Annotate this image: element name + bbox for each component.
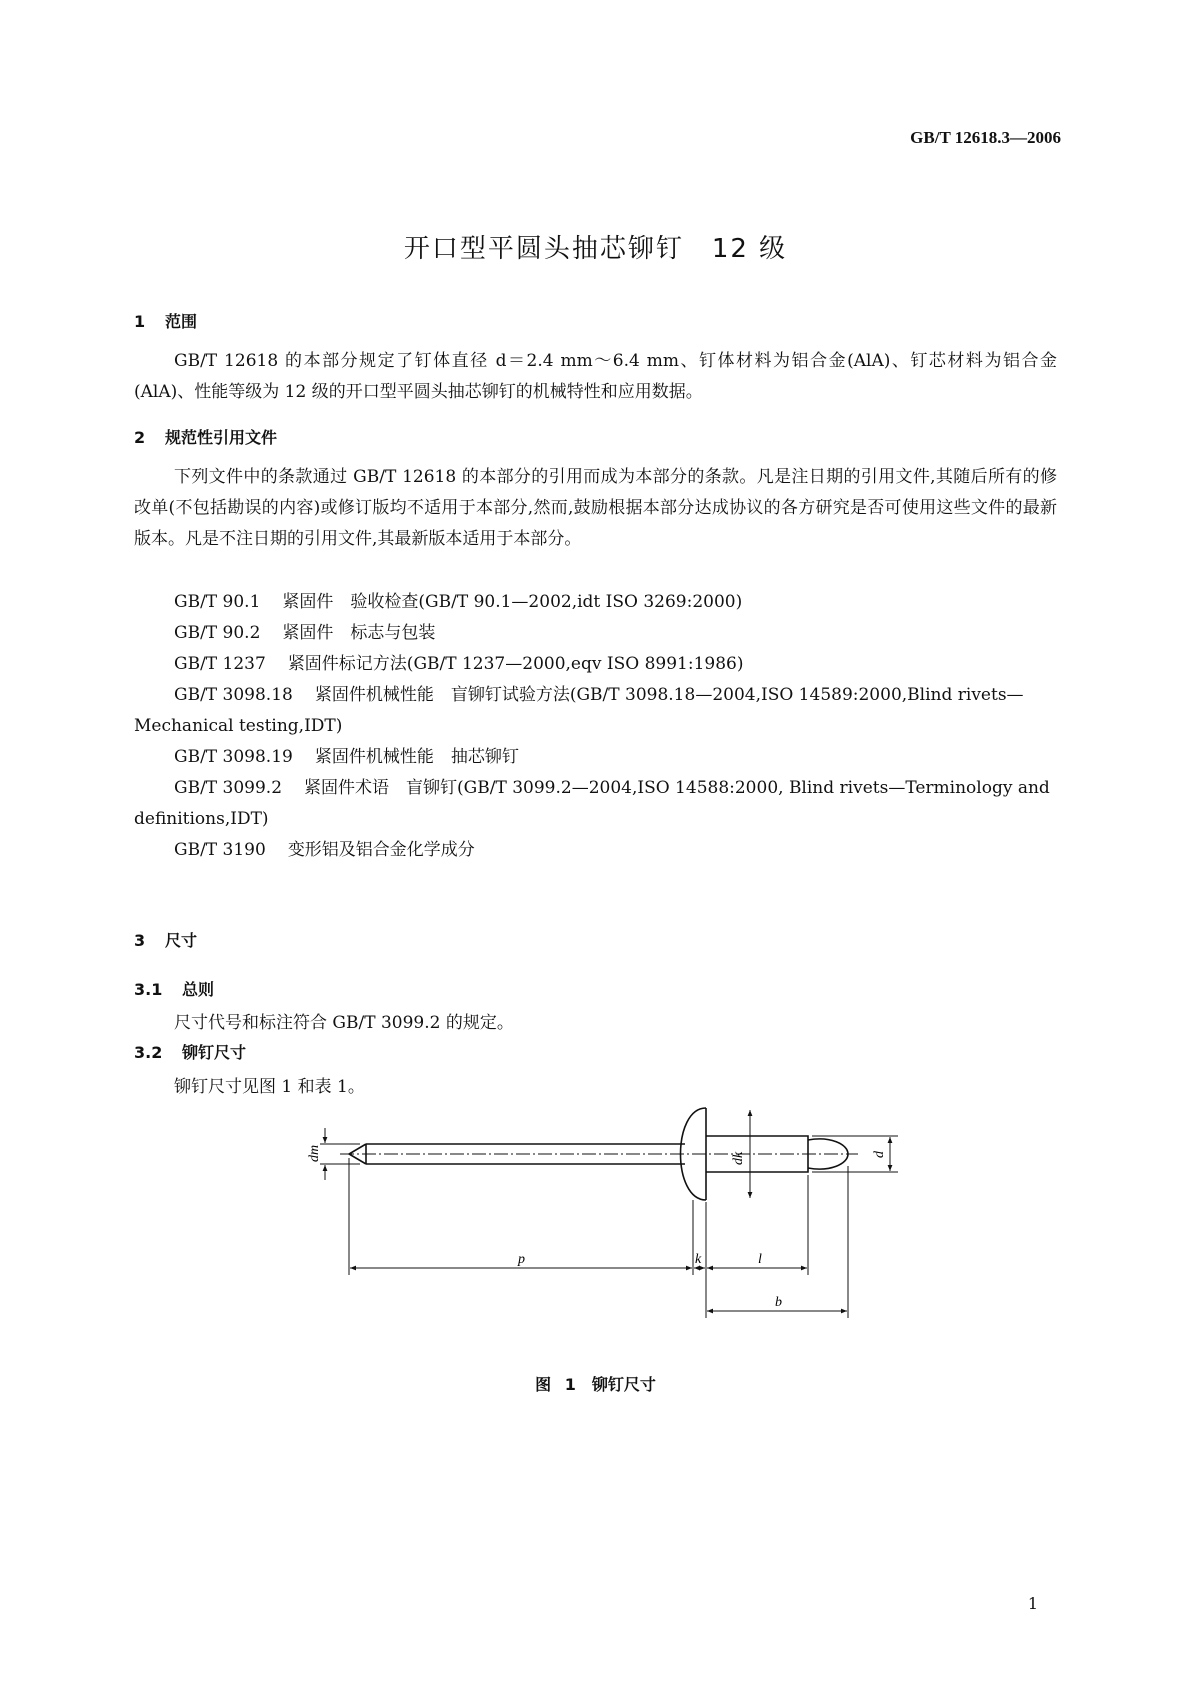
reference-text: 变形铝及铝合金化学成分 bbox=[287, 840, 475, 860]
section-3-1-body: 尺寸代号和标注符合 GB/T 3099.2 的规定。 bbox=[174, 1013, 514, 1033]
standard-number: GB/T 12618.3—2006 bbox=[910, 128, 1061, 147]
section-3-2-body: 铆钉尺寸见图 1 和表 1。 bbox=[174, 1077, 365, 1097]
section-2-body: 下列文件中的条款通过 GB/T 12618 的本部分的引用而成为本部分的条款。凡是注日期的引用文件,其随后所有的修改单(不包括勘误的内容)或修订版均不适用于本部分,然而,鼓励根据本部分达成协议的各方研究是否可使用这些文件的最新版本。凡是不注日期的引用文件,其最新版本适用于本部分。 bbox=[134, 467, 1057, 549]
reference-text: 紧固件 标志与包装 bbox=[282, 623, 436, 643]
reference-code: GB/T 90.1 bbox=[174, 592, 261, 612]
section-number: 3 bbox=[134, 931, 146, 950]
reference-text: 紧固件机械性能 盲铆钉试验方法(GB/T 3098.18—2004,ISO 14589:2000,Blind rivets—Mechanical testing,IDT) bbox=[134, 685, 1024, 736]
reference-code: GB/T 3099.2 bbox=[174, 778, 283, 798]
section-number: 1 bbox=[134, 312, 146, 331]
reference-code: GB/T 3190 bbox=[174, 840, 266, 860]
section-number: 2 bbox=[134, 428, 146, 447]
section-title: 铆钉尺寸 bbox=[182, 1043, 247, 1062]
label-b: b bbox=[775, 1295, 782, 1310]
reference-code: GB/T 1237 bbox=[174, 654, 266, 674]
section-title: 总则 bbox=[182, 980, 215, 999]
document-title: 开口型平圆头抽芯铆钉 12 级 bbox=[403, 234, 788, 264]
figure-caption: 图 1 铆钉尺寸 bbox=[535, 1375, 656, 1394]
label-d: d bbox=[872, 1151, 887, 1158]
label-l: l bbox=[758, 1252, 762, 1267]
reference-text: 紧固件机械性能 抽芯铆钉 bbox=[314, 747, 519, 767]
label-dk: dk bbox=[731, 1151, 746, 1165]
section-title: 规范性引用文件 bbox=[165, 428, 278, 447]
reference-text: 紧固件 验收检查(GB/T 90.1—2002,idt ISO 3269:2000) bbox=[282, 592, 743, 612]
reference-text: 紧固件术语 盲铆钉(GB/T 3099.2—2004,ISO 14588:2000, Blind rivets—Terminology and definitions,IDT) bbox=[134, 778, 1050, 829]
page-number: 1 bbox=[1027, 1594, 1038, 1613]
label-k: k bbox=[695, 1252, 702, 1267]
reference-text: 紧固件标记方法(GB/T 1237—2000,eqv ISO 8991:1986) bbox=[287, 654, 744, 674]
reference-code: GB/T 3098.18 bbox=[174, 685, 293, 705]
section-title: 范围 bbox=[165, 312, 198, 331]
label-p: p bbox=[518, 1252, 525, 1267]
section-1-body: GB/T 12618 的本部分规定了钉体直径 d＝2.4 mm～6.4 mm、钉体材料为铝合金(AlA)、钉芯材料为铝合金(AlA)、性能等级为 12 级的开口型平圆头抽芯铆钉的机械特性和应用数据。 bbox=[134, 351, 1057, 402]
section-title: 尺寸 bbox=[165, 931, 198, 950]
section-number: 3.2 bbox=[134, 1043, 163, 1062]
reference-code: GB/T 3098.19 bbox=[174, 747, 293, 767]
label-dm: dm bbox=[307, 1144, 322, 1162]
section-number: 3.1 bbox=[134, 980, 163, 999]
reference-code: GB/T 90.2 bbox=[174, 623, 261, 643]
